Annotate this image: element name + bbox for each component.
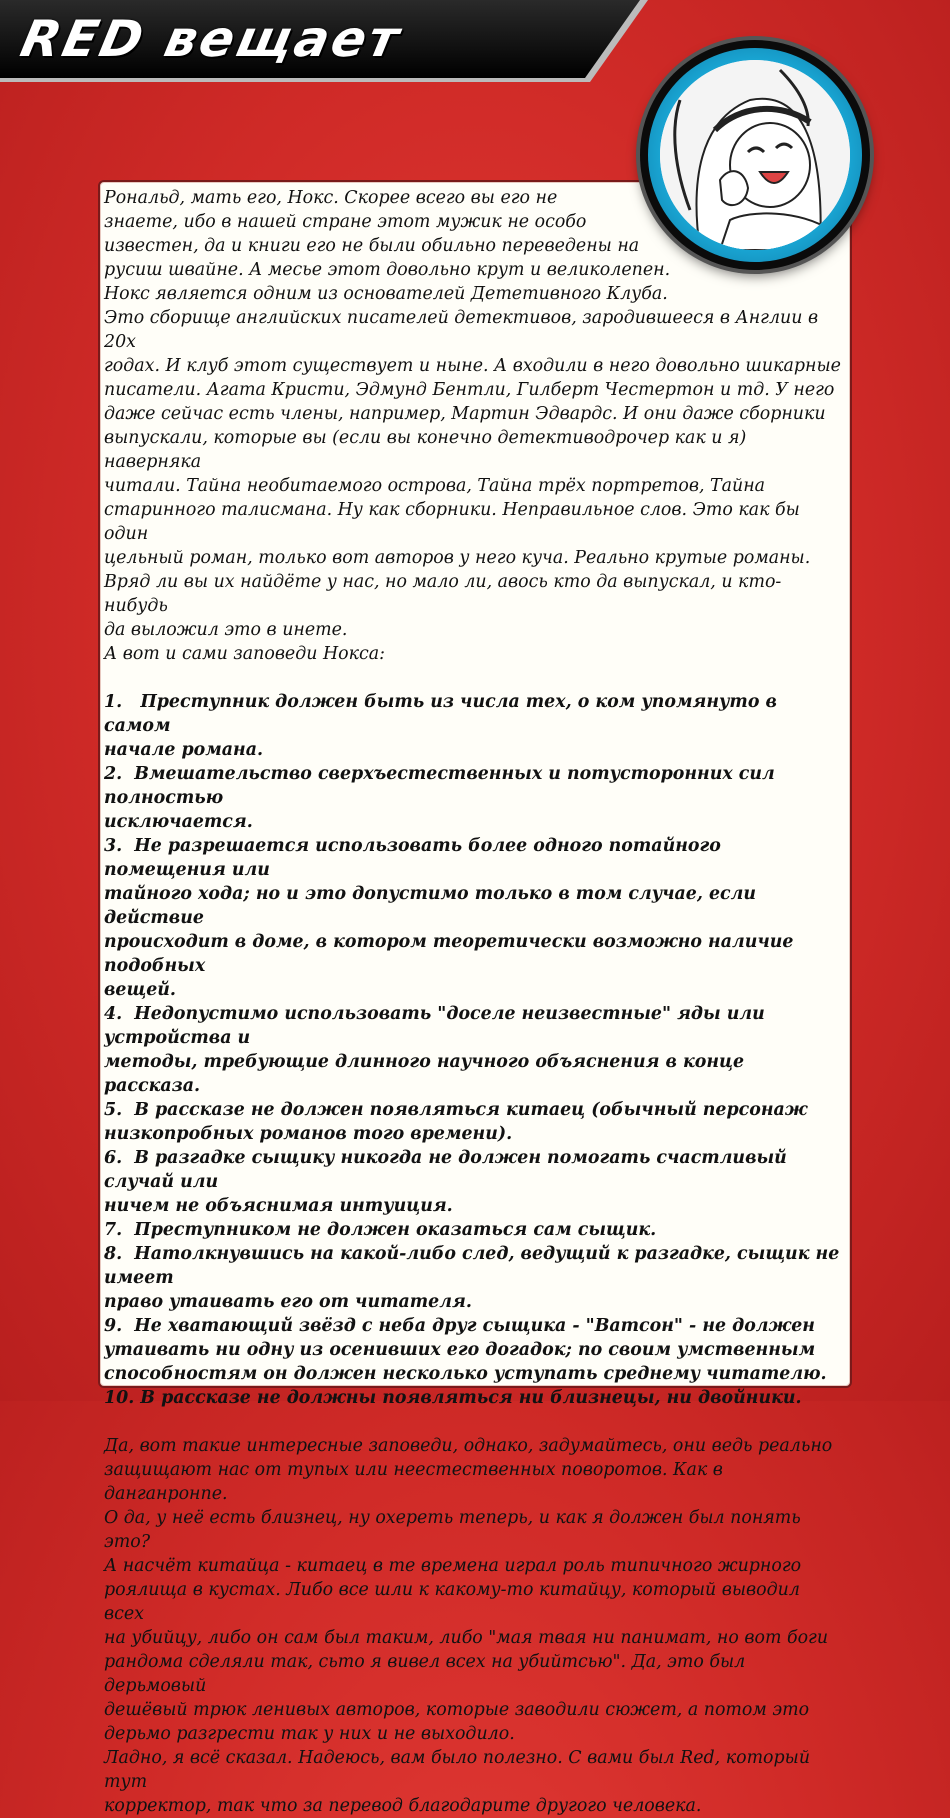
page-title: RED вещает <box>15 10 408 68</box>
avatar <box>640 40 870 270</box>
article-text <box>104 186 844 1818</box>
knox-rules-list: 1. Преступник должен быть из числа тех, о ком упомянуто в самом начале романа. 2. Вмешательство сверхъестественных и потусторонних сил полностью исключается. 3. Не разрешается использовать более одного потайного помещения или тайного хода; но и это допустимо только в том случае, если действие происходит в доме, в котором теоретически возможно наличие подобных вещей. 4. Недопустимо использовать "доселе неизвестные" яды или устройства и методы, требующие длинного научного объяснения в конце рассказа. 5. В рассказе не должен появляться китаец (обычный персонаж низкопробных романов того времени). 6. В разгадке сыщику никогда не должен помогать счастливый случай или ничем не объяснимая интуиция. 7. Преступником не должен оказаться сам сыщик. 8. Натолкнувшись на какой-либо след, ведущий к разгадке, сыщик не имеет право утаивать его от читателя. 9. Не хватающий звёзд с неба друг сыщика - "Ватсон" - не должен утаивать ни одну из осенивших его догадок; по своим умственным способностям он должен несколько уступать среднему читателю. 10. В рассказе не должны появляться ни близнецы, ни двойники. <box>104 692 840 1408</box>
article-box <box>98 180 852 1816</box>
intro-paragraph: Рональд, мать его, Нокс. Скорее всего вы его не знаете, ибо в нашей стране этот мужик не особо известен, да и книги его не были обильно переведены на русиш швайне. А месье этот довольно крут и великолепен. Нокс является одним из основателей Дететивного Клуба. Это сборище английских писателей детективов, зародившееся в Англии в 20х годах. И клуб этот существует и ныне. А входили в него довольно шикарные писатели. Агата Кристи, Эдмунд Бентли, Гилберт Честертон и тд. У него даже сейчас есть члены, например, Мартин Эдвардс. И они даже сборники выпускали, которые вы (если вы конечно детективодрочер как и я) наверняка читали. Тайна необитаемого острова, Тайна трёх портретов, Тайна старинного талисмана. Ну как сборники. Неправильное слов. Это как бы один цельный роман, только вот авторов у него куча. Реально крутые романы. Вряд ли вы их найдёте у нас, но мало ли, авось кто да выпускал, и кто-нибудь да выложил это в инете. А вот и сами заповеди Нокса: <box>104 188 841 664</box>
anime-girl-laughing-avatar-icon <box>660 60 850 250</box>
outro-paragraph: Да, вот такие интересные заповеди, однако, задумайтесь, они ведь реально защищают нас от тупых или неестественных поворотов. Как в данганронпе. О да, у неё есть близнец, ну охереть теперь, и как я должен был понять это? А насчёт китайца - китаец в те времена играл роль типичного жирного роялища в кустах. Либо все шли к какому-то китайцу, который выводил всех на убийцу, либо он сам был таким, либо "мая твая ни панимат, но вот боги рандома сделяли так, сьто я вивел всех на убийтсью". Да, это был дерьмовый дешёвый трюк ленивых авторов, которые заводили сюжет, а потом это дерьмо разгрести так у них и не выходило. Ладно, я всё сказал. Надеюсь, вам было полезно. С вами был Red, который тут корректор, так что за перевод благодарите другого человека. <box>104 1436 833 1816</box>
